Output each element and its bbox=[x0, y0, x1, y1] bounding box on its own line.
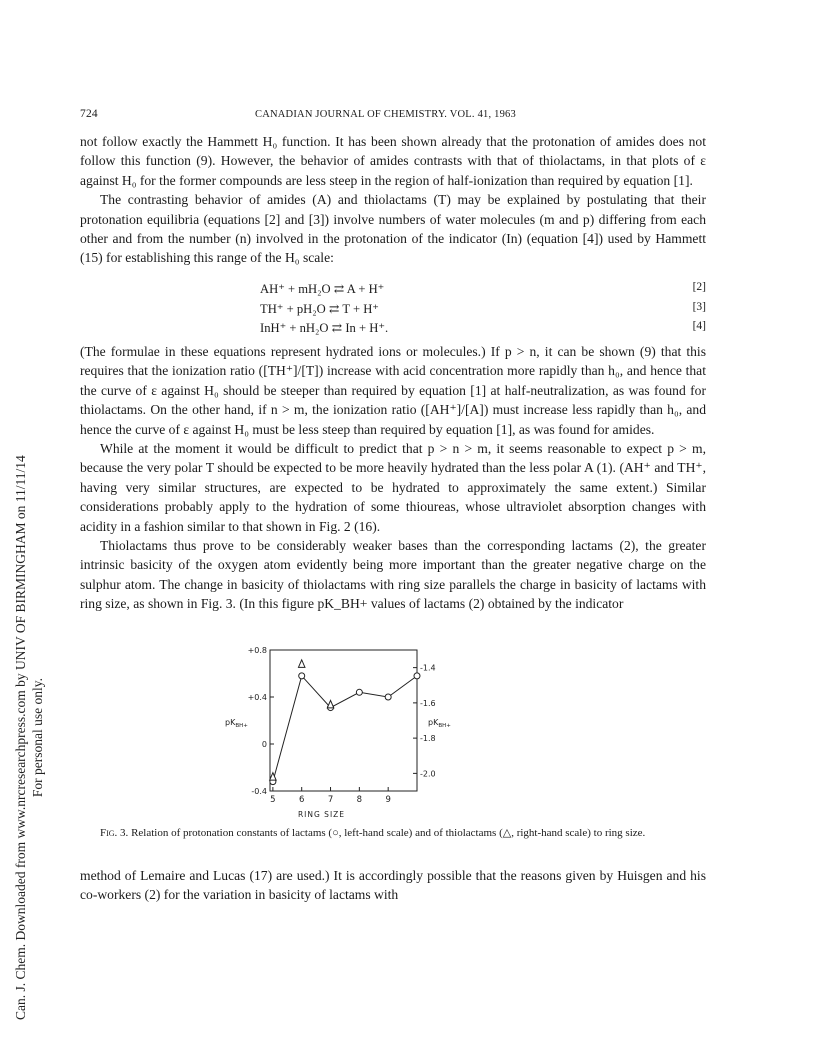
lactam-point bbox=[356, 689, 362, 695]
figure-3 bbox=[200, 640, 500, 830]
download-line: Can. J. Chem. Downloaded from www.nrcresearchpress.com by UNIV OF BIRMINGHAM on 11/11/14 bbox=[13, 455, 28, 1020]
right-y-axis-label: $pK_{BH+}$ bbox=[428, 718, 451, 729]
paragraph-lemaire: method of Lemaire and Lucas (17) are used.) It is accordingly possible that the reasons given by Huisgen and his co-workers (2) for the variation in basicity of lactams with bbox=[80, 868, 706, 903]
x-axis-label: RING SIZE bbox=[297, 810, 346, 819]
upper-text bbox=[80, 132, 706, 268]
equations-block bbox=[80, 281, 706, 340]
equation-number: [3] bbox=[692, 300, 706, 313]
lactam-series-line bbox=[273, 676, 417, 782]
x-tick-label: 5 bbox=[270, 795, 276, 805]
left-tick-label: -0.4 bbox=[251, 787, 267, 796]
right-tick-label: -1.4 bbox=[420, 663, 436, 673]
left-y-axis-label: $pK_{BH+}$ bbox=[225, 718, 248, 729]
paragraph-hammett: not follow exactly the Hammett H₀ function. It has been shown already that the protonation of amides does not follow this function (9). However, the behavior of amides contrasts with that of thiolactams, in that plots of ε against H₀ for the former compounds are less steep in the region of half-ionization than required by equation [1]. bbox=[80, 134, 706, 188]
left-tick-label: 0 bbox=[261, 740, 267, 749]
thiolactam-point bbox=[327, 700, 334, 708]
thiolactam-point bbox=[298, 660, 305, 668]
equation-row bbox=[80, 281, 706, 301]
equation-row bbox=[80, 301, 706, 321]
equation-text: InH⁺ + nH₂O ⇄ In + H⁺. bbox=[260, 321, 389, 335]
lactam-point bbox=[299, 673, 305, 679]
download-watermark bbox=[12, 455, 46, 1020]
plot-frame bbox=[270, 650, 417, 791]
personal-use-line: For personal use only. bbox=[30, 678, 45, 798]
equation-number: [4] bbox=[692, 320, 706, 332]
ring-size-chart bbox=[200, 640, 500, 830]
middle-text bbox=[80, 342, 706, 614]
right-tick-label: -1.6 bbox=[420, 698, 436, 708]
lactam-point bbox=[414, 673, 420, 679]
x-tick-label: 8 bbox=[356, 795, 363, 805]
lower-text bbox=[80, 866, 706, 905]
right-tick-label: -1.8 bbox=[420, 734, 436, 744]
paragraph-formulae: (The formulae in these equations represent hydrated ions or molecules.) If p > n, it can be shown (9) that this requires that the ionization ratio ([TH⁺]/[T]) increase with acid concentration more rapidly than h₀, and hence that the curve of ε against H₀ should be steeper than required by equation [1] at half-neutralization, as was found for thiolactams. On the other hand, if n > m, the ionization ratio ([AH⁺]/[A]) must increase less rapidly than h₀, and hence the curve of ε against H₀ must be less steep than required by equation [1], as was found for amides. bbox=[80, 344, 706, 437]
left-tick-label: +0.4 bbox=[247, 693, 267, 702]
x-tick-label: 7 bbox=[327, 795, 334, 805]
paragraph-thiolactams: Thiolactams thus prove to be considerably weaker bases than the corresponding lactams (2), the greater intrinsic basicity of the oxygen atom evidently being more important than the greater negative charge on the sulphur atom. The change in basicity of thiolactams with ring size parallels the charge in basicity of lactams with ring size, as shown in Fig. 3. (In this figure pK_BH+ values of lactams (2) obtained by the indicator bbox=[80, 538, 706, 612]
right-tick-label: -2.0 bbox=[420, 769, 436, 779]
equation-text: AH⁺ + mH₂O ⇄ A + H⁺ bbox=[260, 282, 385, 296]
equation-row bbox=[80, 320, 706, 340]
page-number: 724 bbox=[80, 108, 98, 120]
caption-text: Relation of protonation constants of lactams (○, left-hand scale) and of thiolactams (△, right-hand scale) to ring size. bbox=[131, 827, 646, 839]
paragraph-contrasting-behavior: The contrasting behavior of amides (A) and thiolactams (T) may be explained by postulating that their protonation equilibria (equations [2] and [3]) involve numbers of water molecules (m and p) differing from each other and from the number (n) involved in the protonation of the indicator (In) (equation [4]) used by Hammett (15) for establishing this range of the H₀ scale: bbox=[80, 192, 706, 266]
paragraph-hydration: While at the moment it would be difficult to predict that p > n > m, it seems reasonable to expect p > m, because the very polar T should be expected to be more heavily hydrated than the less polar A (1). (AH⁺ and TH⁺, having very similar structures, are expected to be hydrated to approximately the same extent.) Similar considerations probably apply to the hydration of some thioureas, whose ultraviolet absorption changes with acidity in a fashion similar to that shown in Fig. 2 (16). bbox=[80, 441, 706, 534]
equation-text: TH⁺ + pH₂O ⇄ T + H⁺ bbox=[260, 301, 379, 316]
x-tick-label: 6 bbox=[298, 795, 305, 805]
figure-caption bbox=[80, 826, 706, 840]
caption-label: Fig. 3. bbox=[100, 827, 129, 839]
equation-number: [2] bbox=[692, 281, 706, 293]
lactam-point bbox=[385, 694, 391, 700]
left-tick-label: +0.8 bbox=[247, 646, 267, 655]
x-tick-label: 9 bbox=[385, 795, 391, 805]
journal-title: CANADIAN JOURNAL OF CHEMISTRY. VOL. 41, 1963 bbox=[255, 109, 516, 120]
